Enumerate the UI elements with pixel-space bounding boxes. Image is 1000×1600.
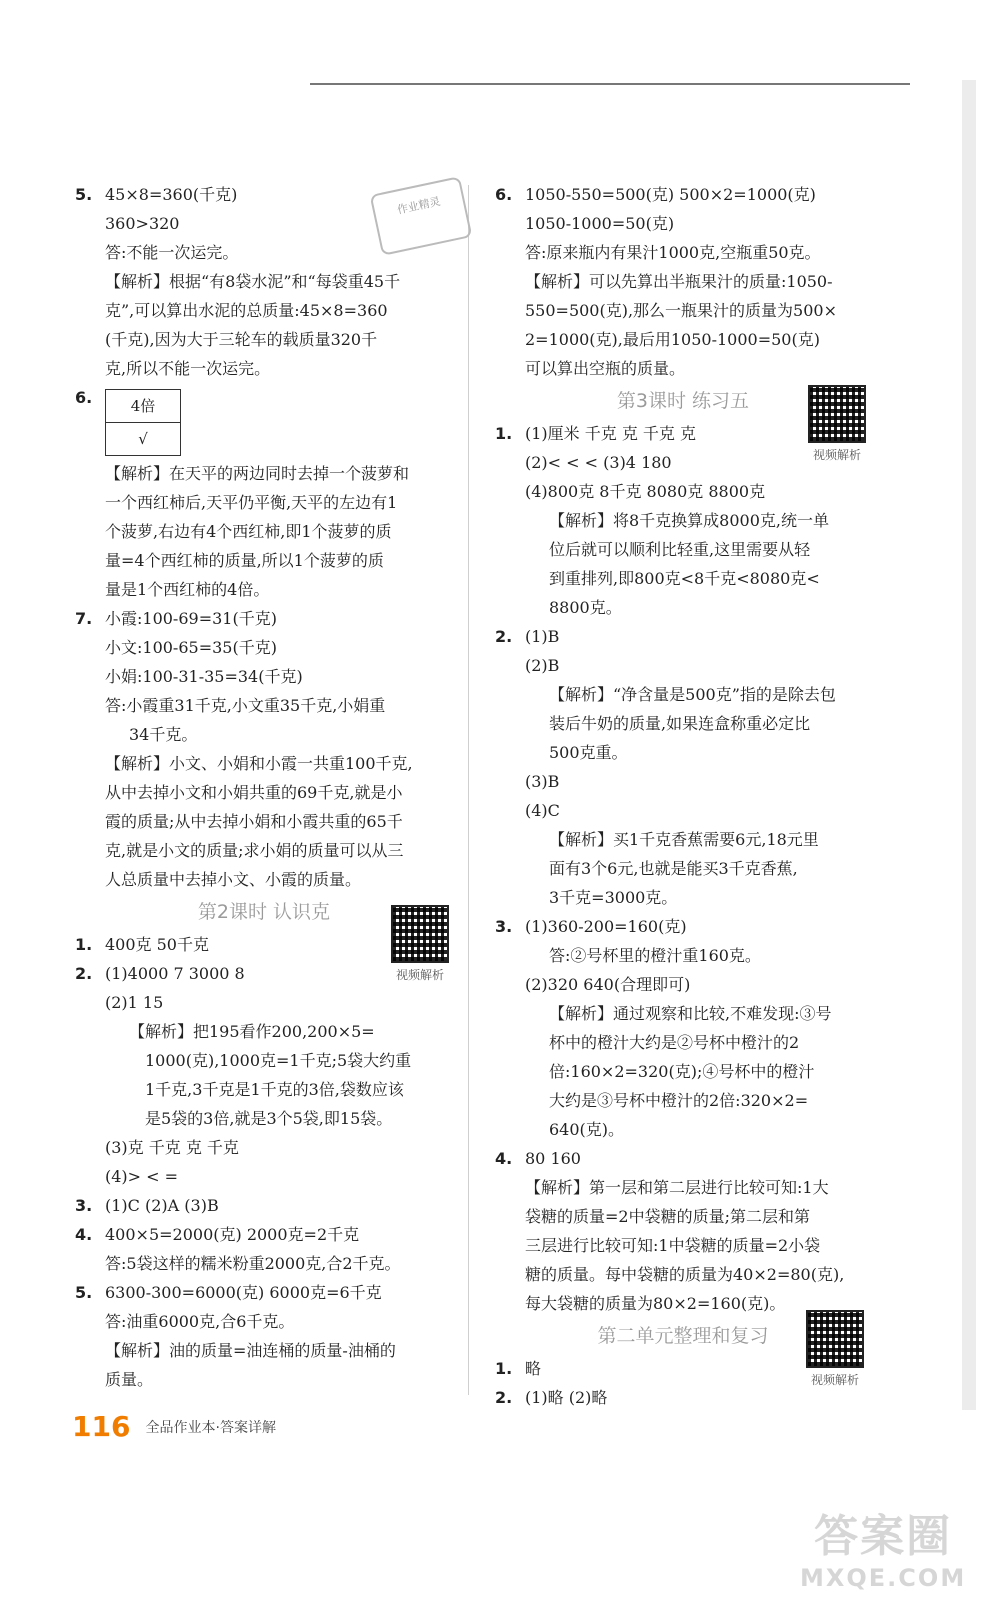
text-line: 【解析】将8千克换算成8000克,统一单 xyxy=(549,511,829,530)
text-line: (4)> < = xyxy=(105,1167,179,1186)
text-line: 位后就可以顺利比轻重,这里需要从轻 xyxy=(549,540,811,559)
text-line: 1000(克),1000克=1千克;5袋大约重 xyxy=(145,1051,412,1070)
text-line: 每大袋糖的质量为80×2=160(克)。 xyxy=(525,1294,786,1313)
text-line: (3)克 千克 克 千克 xyxy=(105,1138,239,1157)
qr-label: 视频解析 xyxy=(810,1373,859,1387)
text-line: (2)< < < (3)4 180 xyxy=(525,453,672,472)
page-edge xyxy=(962,80,976,1410)
question-number: 2. xyxy=(495,1388,513,1407)
text-line: (4)800克 8千克 8080克 8800克 xyxy=(525,482,766,501)
text-line: 【解析】可以先算出半瓶果汁的质量:1050- xyxy=(525,272,833,291)
text-line: 是5袋的3倍,就是3个5袋,即15袋。 xyxy=(145,1109,393,1128)
text-line: 1050-1000=50(克) xyxy=(525,214,675,233)
qr-code[interactable] xyxy=(800,1310,870,1388)
page-footer xyxy=(72,1410,276,1443)
text-line: 【解析】“净含量是500克”指的是除去包 xyxy=(549,685,836,704)
text-line: 360>320 xyxy=(105,214,180,233)
text-line: 3. (1)C (2)A (3)B xyxy=(75,1191,453,1220)
left-column xyxy=(75,180,453,1394)
book-title: 全品作业本·答案详解 xyxy=(145,1419,276,1436)
table-cell: √ xyxy=(106,423,181,456)
text-line: 【解析】通过观察和比较,不难发现:③号 xyxy=(549,1004,832,1023)
text-line: 4. 80 160 xyxy=(495,1144,871,1173)
question-number: 1. xyxy=(495,424,513,443)
text-line: 6. 1050-550=500(克) 500×2=1000(克) xyxy=(495,180,871,209)
text-line: 【解析】第一层和第二层进行比较可知:1大 xyxy=(525,1178,829,1197)
text-line: 1. (1)厘米 千克 克 千克 克 xyxy=(495,419,871,448)
table-cell: 4倍 xyxy=(106,390,181,423)
qr-icon xyxy=(808,385,866,443)
text-line: 【解析】把195看作200,200×5= xyxy=(129,1022,375,1041)
section-title: 第2课时 认识克 xyxy=(197,901,331,923)
question-number: 6. xyxy=(495,185,513,204)
text-line: (4)C xyxy=(525,801,560,820)
text-line: 2. (1)4000 7 3000 8 xyxy=(75,959,453,988)
text-line: 500克重。 xyxy=(549,743,628,762)
text-line: 1. 略 xyxy=(495,1354,871,1383)
text-line: 糖的质量。每中袋糖的质量为40×2=80(克), xyxy=(525,1265,845,1284)
text-line: (2)320 640(合理即可) xyxy=(525,975,691,994)
text-line: 3. (1)360-200=160(克) xyxy=(495,912,871,941)
text-line: 【解析】小文、小娟和小霞一共重100千克, xyxy=(105,754,413,773)
qr-label: 视频解析 xyxy=(812,448,861,462)
text-line: 克”,可以算出水泥的总质量:45×8=360 xyxy=(105,301,388,320)
section-title: 第二单元整理和复习 xyxy=(597,1325,769,1347)
text-line: 克,所以不能一次运完。 xyxy=(105,359,271,378)
text-line: 答:小霞重31千克,小文重35千克,小娟重 xyxy=(105,696,386,715)
text-line: 2. (1)B xyxy=(495,622,871,651)
text-line: 量=4个西红柿的质量,所以1个菠萝的质 xyxy=(105,551,384,570)
text-line: 7. 小霞:100-69=31(千克) xyxy=(75,604,453,633)
text-line: 640(克)。 xyxy=(549,1120,625,1139)
text-line: 从中去掉小文和小娟共重的69千克,就是小 xyxy=(105,783,403,802)
text-line: 个菠萝,右边有4个西红柿,即1个菠萝的质 xyxy=(105,522,392,541)
text-line: 量是1个西红柿的4倍。 xyxy=(105,580,270,599)
question-number: 2. xyxy=(495,627,513,646)
text-line: 2. (1)略 (2)略 xyxy=(495,1383,871,1412)
text-line: 1千克,3千克是1千克的3倍,袋数应该 xyxy=(145,1080,404,1099)
question-number: 1. xyxy=(495,1359,513,1378)
qr-code[interactable] xyxy=(385,905,455,983)
text-line: 8800克。 xyxy=(549,598,622,617)
text-line: 【解析】油的质量=油连桶的质量-油桶的 xyxy=(105,1341,396,1360)
text-line: 三层进行比较可知:1中袋糖的质量=2小袋 xyxy=(525,1236,821,1255)
stamp-logo: 作业精灵 xyxy=(370,176,473,256)
question-number: 4. xyxy=(75,1225,93,1244)
text-line: 550=500(克),那么一瓶果汁的质量为500× xyxy=(525,301,838,320)
text-line xyxy=(75,383,453,459)
question-number: 7. xyxy=(75,609,93,628)
text-line: (3)B xyxy=(525,772,560,791)
watermark: 答案圈 MXQE.COM xyxy=(800,1511,967,1592)
text-line: 答:油重6000克,合6千克。 xyxy=(105,1312,295,1331)
text-line: 倍:160×2=320(克);④号杯中的橙汁 xyxy=(549,1062,815,1081)
qr-label: 视频解析 xyxy=(395,968,444,982)
text-line: (2)1 15 xyxy=(105,993,164,1012)
text-line: 答:不能一次运完。 xyxy=(105,243,239,262)
text-line: 大约是③号杯中橙汁的2倍:320×2= xyxy=(549,1091,809,1110)
question-number: 4. xyxy=(495,1149,513,1168)
text-line: 4. 400×5=2000(克) 2000克=2千克 xyxy=(75,1220,453,1249)
text-line: 答:②号杯里的橙汁重160克。 xyxy=(549,946,761,965)
text-line: 质量。 xyxy=(105,1370,154,1389)
top-rule xyxy=(310,83,910,85)
question-number: 6. xyxy=(75,388,93,407)
question-number: 3. xyxy=(495,917,513,936)
qr-code[interactable] xyxy=(802,385,872,463)
text-line: 装后牛奶的质量,如果连盒称重必定比 xyxy=(549,714,811,733)
text-line: 杯中的橙汁大约是②号杯中橙汁的2 xyxy=(549,1033,800,1052)
question-number: 5. xyxy=(75,1283,93,1302)
text-line: 可以算出空瓶的质量。 xyxy=(525,359,686,378)
text-line: 霞的质量;从中去掉小娟和小霞共重的65千 xyxy=(105,812,403,831)
text-line: 答:5袋这样的糯米粉重2000克,合2千克。 xyxy=(105,1254,401,1273)
qr-icon xyxy=(806,1310,864,1368)
right-column xyxy=(495,180,871,1412)
text-line: 【解析】根据“有8袋水泥”和“每袋重45千 xyxy=(105,272,401,291)
text-line: 3千克=3000克。 xyxy=(549,888,678,907)
text-line: 5. 45×8=360(千克) xyxy=(75,180,453,209)
page-number: 116 xyxy=(72,1410,131,1443)
answer-table xyxy=(105,389,181,456)
text-line: 【解析】买1千克香蕉需要6元,18元里 xyxy=(549,830,819,849)
text-line: 1. 400克 50千克 xyxy=(75,930,453,959)
text-line: 5. 6300-300=6000(克) 6000克=6千克 xyxy=(75,1278,453,1307)
text-line: 答:原来瓶内有果汁1000克,空瓶重50克。 xyxy=(525,243,821,262)
question-number: 2. xyxy=(75,964,93,983)
text-line: 小文:100-65=35(千克) xyxy=(105,638,277,657)
text-line: 一个西红柿后,天平仍平衡,天平的左边有1 xyxy=(105,493,398,512)
text-line: 面有3个6元,也就是能买3千克香蕉, xyxy=(549,859,798,878)
section-title: 第3课时 练习五 xyxy=(616,390,750,412)
column-divider xyxy=(468,185,469,1395)
text-line: (2)B xyxy=(525,656,560,675)
text-line: 克,就是小文的质量;求小娟的质量可以从三 xyxy=(105,841,404,860)
text-line: 到重排列,即800克<8千克<8080克< xyxy=(549,569,820,588)
text-line: 【解析】在天平的两边同时去掉一个菠萝和 xyxy=(105,464,410,483)
text-line: 2=1000(克),最后用1050-1000=50(克) xyxy=(525,330,820,349)
text-line: 袋糖的质量=2中袋糖的质量;第二层和第 xyxy=(525,1207,810,1226)
question-number: 1. xyxy=(75,935,93,954)
question-number: 5. xyxy=(75,185,93,204)
text-line: 小娟:100-31-35=34(千克) xyxy=(105,667,303,686)
text-line: (千克),因为大于三轮车的载质量320千 xyxy=(105,330,378,349)
text-line: 34千克。 xyxy=(129,725,198,744)
question-number: 3. xyxy=(75,1196,93,1215)
qr-icon xyxy=(391,905,449,963)
text-line: 人总质量中去掉小文、小霞的质量。 xyxy=(105,870,362,889)
